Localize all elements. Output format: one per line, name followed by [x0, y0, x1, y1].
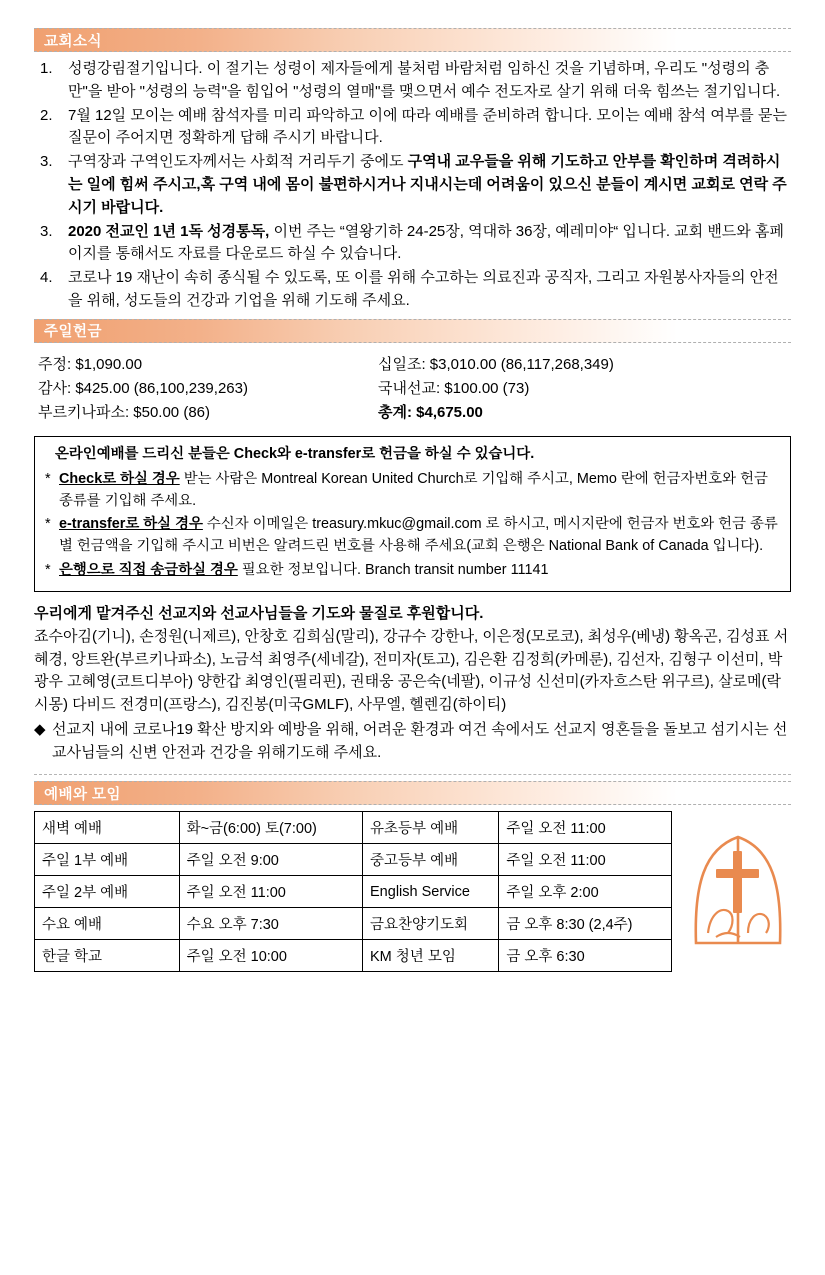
offering-item: 감사: $425.00 (86,100,239,263): [38, 380, 248, 398]
offering-right-column: [378, 353, 787, 426]
offering-item: 부르키나파소: $50.00 (86): [38, 404, 210, 422]
news-item-number: 4.: [40, 269, 53, 287]
news-item: [34, 105, 791, 151]
online-giving-text: [59, 560, 780, 582]
section-title-offering: 주일헌금: [44, 324, 103, 341]
offering-item: 국내선교: $100.00 (73): [378, 380, 530, 398]
news-item: [34, 58, 791, 104]
online-giving-fragment: 수신자 이메일은 treasury.mkuc@gmail.com 로 하시고, 메시지란에 헌금자 번호와 헌금 종류별 헌금액을 기입해 주시고 비번은 알려드린 번호를 사용해 주세요(교회 은행은 National Bank of Canada 입니다).: [59, 516, 778, 555]
online-giving-fragment: 받는 사람은 Montreal Korean United Church로 기입해 주시고, Memo 란에 헌금자번호와 헌금종류를 기입해 주세요.: [59, 471, 768, 509]
asterisk-icon: *: [45, 471, 51, 488]
table-row: [35, 844, 672, 876]
missions-list: 죠수아김(기니), 손정원(니제르), 안창호 김희심(말리), 강규수 강한나, 이은정(모로코), 최성우(베냉) 황옥곤, 김성표 서혜경, 앙트완(부르키나파소), 노금석 최영주(세네갈), 전미자(토고), 김은환 김정희(카메룬), 김선자, 김형구 이선미, 박광우 고혜영(코트디부아) 양한갑 최영인(필리핀), 권태웅 공은숙(네팔), 이규성 신선미(카자흐스탄 위구르), 살로메(락시몽) 다비드 전경미(프랑스), 김진봉(미국GMLF), 사무엘, 헬렌김(하이티): [34, 628, 789, 713]
schedule-cell: 주일 오전 11:00: [179, 876, 362, 908]
schedule-cell: 중고등부 예배: [363, 844, 499, 876]
offering-left-column: [38, 353, 378, 426]
missions-prayer-text: 선교지 내에 코로나19 확산 방지와 예방을 위해, 어려운 환경과 여건 속에서도 선교지 영혼들을 돌보고 섬기시는 선교사님들의 신변 안전과 건강을 위해기도해 주세요.: [52, 721, 788, 761]
schedule-cell: 주일 오전 11:00: [499, 844, 672, 876]
schedule-cell: 수요 예배: [35, 908, 180, 940]
schedule-cell: 금 오후 6:30: [499, 940, 672, 972]
schedule-cell: 주일 오전 10:00: [179, 940, 362, 972]
online-giving-row: [45, 469, 780, 512]
asterisk-icon: *: [45, 561, 51, 578]
section-title-news: 교회소식: [44, 33, 103, 50]
offering-summary: [34, 349, 791, 432]
section-header-worship: [34, 781, 791, 805]
schedule-cell: 주일 1부 예배: [35, 844, 180, 876]
offering-item: 주정: $1,090.00: [38, 355, 143, 373]
news-item-fragment: 구역장과 구역인도자께서는 사회적 거리두기 중에도: [68, 153, 408, 171]
asterisk-icon: *: [45, 516, 51, 533]
online-giving-row: [45, 560, 780, 582]
news-item-text: [68, 58, 791, 104]
online-giving-rows: [45, 469, 780, 581]
schedule-cell: 주일 2부 예배: [35, 876, 180, 908]
online-giving-box: [34, 436, 791, 593]
section-title-worship: 예배와 모임: [44, 786, 122, 803]
news-item-text: [68, 105, 791, 151]
schedule-cell: 주일 오전 9:00: [179, 844, 362, 876]
schedule-cell: 수요 오후 7:30: [179, 908, 362, 940]
news-item-fragment: 구역내 교우들을 위해 기도하고 안부를 확인하며 격려하시는 일에 힘써 주시고,혹 구역 내에 몸이 불편하시거나 지내시는데 어려움이 있으신 분들이 계시면 교회로 연락 주시기 바랍니다.: [68, 153, 787, 216]
section-header-news: [34, 28, 791, 52]
table-row: [35, 940, 672, 972]
schedule-cell: KM 청년 모임: [363, 940, 499, 972]
schedule-cell: 금요찬양기도회: [363, 908, 499, 940]
schedule-cell: 주일 오후 2:00: [499, 876, 672, 908]
online-giving-fragment: Check로 하실 경우: [59, 471, 180, 488]
worship-schedule-table: [34, 811, 672, 972]
online-giving-fragment: e-transfer로 하실 경우: [59, 516, 203, 533]
table-row: [35, 876, 672, 908]
news-item-fragment: 코로나 19 재난이 속히 종식될 수 있도록, 또 이를 위해 수고하는 의료진과 공직자, 그리고 자원봉사자들의 안전을 위해, 성도들의 건강과 기업을 위해 기도해 주세요.: [68, 269, 779, 309]
schedule-cell: 새벽 예배: [35, 812, 180, 844]
schedule-cell: 한글 학교: [35, 940, 180, 972]
schedule-cell: English Service: [363, 876, 499, 908]
online-giving-text: [59, 514, 780, 557]
worship-schedule-area: [34, 811, 791, 972]
news-item: [34, 267, 791, 313]
news-item-fragment: 2020 전교인 1년 1독 성경통독,: [68, 222, 274, 240]
online-giving-text: [59, 469, 780, 512]
news-item-number: 3.: [40, 153, 53, 171]
news-item-fragment: 이번 주는 “열왕기하 24-25장, 역대하 36장, 예레미야“ 입니다. 교회 밴드와 홈페이지를 통해서도 자료를 다운로드 하실 수 있습니다.: [68, 222, 784, 263]
online-giving-row: [45, 514, 780, 557]
schedule-cell: 화~금(6:00) 토(7:00): [179, 812, 362, 844]
diamond-bullet-icon: ◆: [34, 721, 46, 739]
news-item-number: 1.: [40, 60, 53, 77]
news-item-text: [68, 267, 791, 313]
news-item-fragment: 성령강림절기입니다. 이 절기는 성령이 제자들에게 불처럼 바람처럼 임하신 것을 기념하며, 우리도 "성령의 충만"을 받아 "성령의 능력"을 힘입어 "성령의 열매"를 맺으면서 예수 전도자로 살기 위해 더욱 힘쓰는 절기입니다.: [68, 60, 781, 100]
news-item-fragment: 7월 12일 모이는 예배 참석자를 미리 파악하고 이에 따라 예배를 준비하려 합니다. 모이는 예배 참석 여부를 묻는 질문이 주어지면 정확하게 답해 주시기 바랍니다.: [68, 106, 787, 147]
table-row: [35, 812, 672, 844]
table-row: [35, 908, 672, 940]
online-giving-fragment: 은행으로 직접 송금하실 경우: [59, 561, 238, 578]
news-item: [34, 221, 791, 267]
schedule-cell: 유초등부 예배: [363, 812, 499, 844]
online-giving-lead: 온라인예배를 드리신 분들은 Check와 e-transfer로 헌금을 하실 수 있습니다.: [55, 445, 535, 462]
missions-prayer-request: [34, 719, 791, 764]
news-item: [34, 151, 791, 219]
news-item-text: [68, 151, 791, 219]
church-emblem-icon: [686, 815, 791, 955]
news-list: [34, 58, 791, 313]
news-item-text: [68, 221, 791, 267]
news-item-number: 3.: [40, 222, 53, 240]
offering-total: 총계: $4,675.00: [378, 404, 483, 422]
missions-title: 우리에게 맡겨주신 선교지와 선교사님들을 기도와 물질로 후원합니다.: [34, 605, 484, 623]
online-giving-fragment: 필요한 정보입니다. Branch transit number 11141: [237, 561, 549, 578]
section-header-offering: [34, 319, 791, 343]
divider: [34, 774, 791, 775]
schedule-cell: 금 오후 8:30 (2,4주): [499, 908, 672, 940]
schedule-cell: 주일 오전 11:00: [499, 812, 672, 844]
news-item-number: 2.: [40, 106, 53, 124]
offering-item: 십일조: $3,010.00 (86,117,268,349): [378, 355, 614, 373]
